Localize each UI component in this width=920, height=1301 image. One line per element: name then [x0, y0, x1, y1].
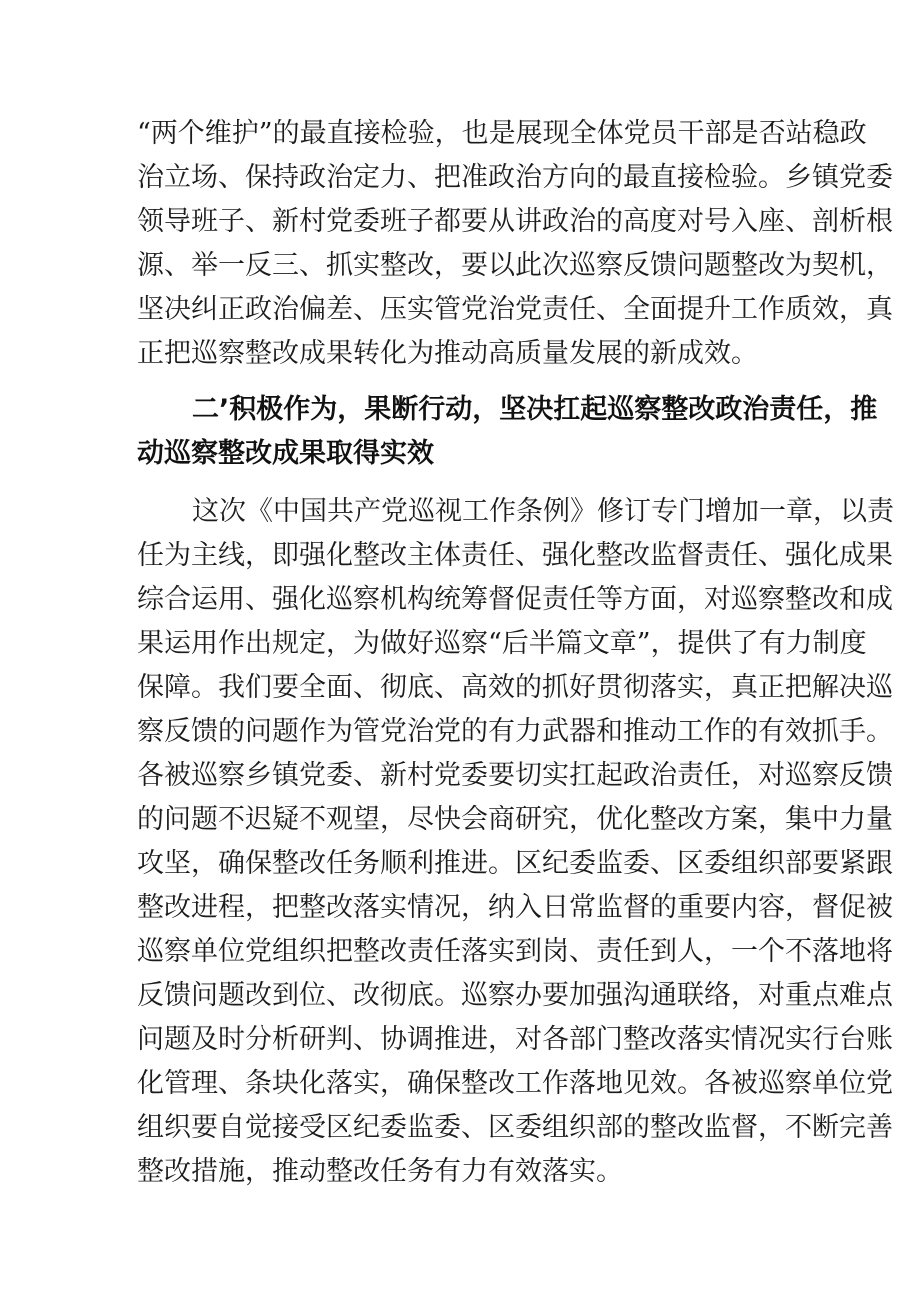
paragraph-2-line-11: 巡察单位党组织把整改责任落实到岗、责任到人，一个不落地将	[137, 936, 893, 967]
paragraph-2-line-3: 综合运用、强化巡察机构统筹督促责任等方面，对巡察整改和成	[137, 584, 893, 615]
paragraph-1-line-4: 源、举一反三、抓实整改，要以此次巡察反馈问题整改为契机，	[137, 250, 893, 281]
paragraph-1-line-5: 坚决纠正政治偏差、压实管党治党责任、全面提升工作质效，真	[137, 294, 893, 325]
paragraph-2-line-15: 组织要自觉接受区纪委监委、区委组织部的整改监督，不断完善	[137, 1112, 893, 1143]
paragraph-1-line-3: 领导班子、新村党委班子都要从讲政治的高度对号入座、剖析根	[137, 206, 893, 237]
paragraph-2-line-9: 攻坚，确保整改任务顺利推进。区纪委监委、区委组织部要紧跟	[137, 848, 893, 879]
paragraph-2-line-2: 任为主线，即强化整改主体责任、强化整改监督责任、强化成果	[137, 540, 893, 571]
paragraph-2-line-7: 各被巡察乡镇党委、新村党委要切实扛起政治责任，对巡察反馈	[137, 760, 893, 791]
paragraph-2-line-13: 问题及时分析研判、协调推进，对各部门整改落实情况实行台账	[137, 1024, 893, 1055]
paragraph-2-line-10: 整改进程，把整改落实情况，纳入日常监督的重要内容，督促被	[137, 892, 893, 923]
paragraph-1-line-6: 正把巡察整改成果转化为推动高质量发展的新成效。	[137, 338, 758, 369]
paragraph-2-line-16: 整改措施，推动整改任务有力有效落实。	[137, 1156, 623, 1187]
paragraph-2-line-1: 这次《中国共产党巡视工作条例》修订专门增加一章，以责	[192, 496, 894, 527]
paragraph-1-line-2: 治立场、保持政治定力、把准政治方向的最直接检验。乡镇党委	[137, 162, 893, 193]
paragraph-2-line-5: 保障。我们要全面、彻底、高效的抓好贯彻落实，真正把解决巡	[137, 672, 893, 703]
paragraph-2-line-8: 的问题不迟疑不观望，尽快会商研究，优化整改方案，集中力量	[137, 804, 893, 835]
paragraph-2-line-14: 化管理、条块化落实，确保整改工作落地见效。各被巡察单位党	[137, 1068, 893, 1099]
paragraph-1-line-1: “两个维护”的最直接检验，也是展现全体党员干部是否站稳政	[137, 118, 867, 149]
section-heading-line-2: 动巡察整改成果取得实效	[137, 438, 434, 469]
paragraph-2-line-12: 反馈问题改到位、改彻底。巡察办要加强沟通联络，对重点难点	[137, 980, 893, 1011]
section-heading-line-1: 二’积极作为，果断行动，坚决扛起巡察整改政治责任，推	[192, 394, 878, 425]
paragraph-2-line-6: 察反馈的问题作为管党治党的有力武器和推动工作的有效抓手。	[137, 716, 893, 747]
paragraph-2-line-4: 果运用作出规定，为做好巡察“后半篇文章”，提供了有力制度	[137, 628, 867, 659]
